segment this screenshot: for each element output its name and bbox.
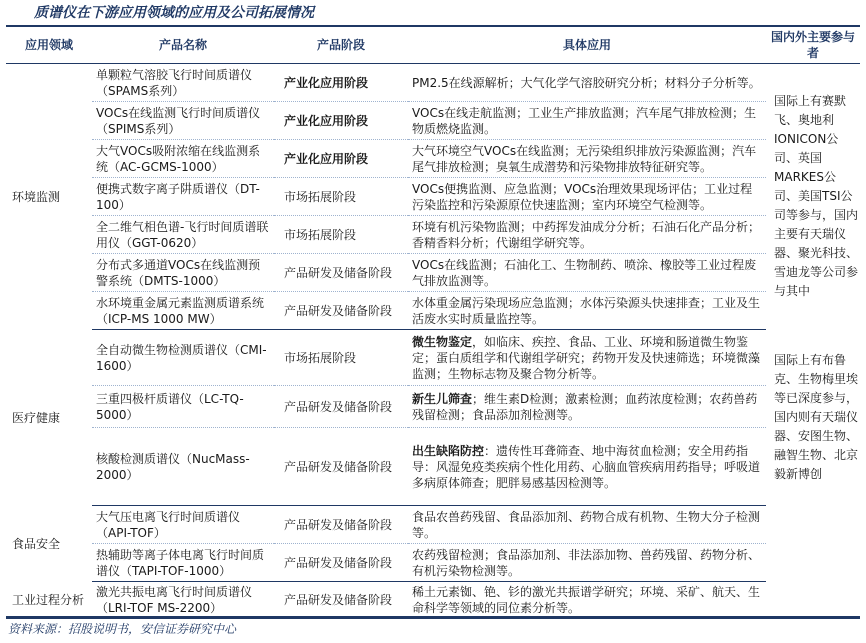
stage-cell: 产品研发及储备阶段 (274, 386, 408, 428)
application-table (6, 27, 860, 619)
source-note: 资料来源：招股说明书，安信证券研究中心 (8, 622, 237, 636)
application-text: PM2.5在线源解析；大气化学气溶胶研究分析；材料分子分析等。 (412, 75, 761, 90)
product-cell: 核酸检测质谱仪（NucMass-2000） (92, 428, 274, 506)
application-text: 农药残留检测；食品添加剂、非法添加物、兽药残留、药物分析、有机污染物检测等。 (412, 547, 761, 578)
header-product: 产品名称 (92, 27, 274, 64)
participants-cell: 国际上有赛默飞、奥地利IONICON公司、英国MARKES公司、美国TSI公司等参与，国内主要有天瑞仪器、聚光科技、雪迪龙等公司参与其中 (774, 94, 859, 299)
stage-cell: 产业化应用阶段 (274, 64, 408, 102)
domain-cell: 环境监测 (12, 189, 61, 204)
table-row (6, 64, 860, 102)
table-body (6, 64, 860, 619)
table-row (6, 330, 860, 386)
domain-cell: 食品安全 (12, 536, 61, 551)
application-cell (408, 178, 766, 216)
application-text: ，如临床、疾控、食品、工业、环境和肠道微生物鉴定；蛋白质组学和代谢组学研究；药物开发及快速筛选；环境微藻监测；生物标志物及聚合物分析等。 (412, 334, 761, 381)
application-lead: 新生儿筛查 (412, 391, 473, 406)
application-cell (408, 292, 766, 330)
participants-cell (766, 506, 860, 582)
application-cell (408, 216, 766, 254)
application-text: 大气环境空气VOCs在线监测；无污染组织排放污染源监测；汽车尾气排放检测；臭氧生成潜势和污染物排放特征研究等。 (412, 143, 757, 174)
product-cell: 分布式多通道VOCs在线监测预警系统（DMTS-1000） (92, 254, 274, 292)
application-text: 食品农兽药残留、食品添加剂、药物合成有机物、生物大分子检测等。 (412, 509, 761, 540)
application-lead: 微生物鉴定 (412, 334, 473, 349)
application-text: VOCs便携监测、应急监测；VOCs治理效果现场评估；工业过程污染监控和污染源原位快速监测；室内环境空气检测等。 (412, 181, 753, 212)
header-application: 具体应用 (408, 27, 766, 64)
header-participants: 国内外主要参与者 (766, 27, 860, 64)
application-text: 稀土元素铷、铯、钐的激光共振谱学研究；环境、采矿、航天、生命科学等领域的同位素分析等。 (412, 585, 761, 615)
application-lead: 出生缺陷防控 (412, 443, 485, 458)
application-text: 水体重金属污染现场应急监测；水体污染源头快速排查；工业及生活废水实时质量监控等。 (412, 295, 761, 326)
stage-cell: 产品研发及储备阶段 (274, 544, 408, 582)
table-row (6, 178, 860, 216)
stage-cell: 产品研发及储备阶段 (274, 506, 408, 544)
header-stage: 产品阶段 (274, 27, 408, 64)
participants-cell: 国际上有布鲁克、生物梅里埃等已深度参与，国内则有天瑞仪器、安图生物、融智生物、北京毅新博创 (774, 353, 859, 481)
table-row (6, 292, 860, 330)
table-row (6, 254, 860, 292)
application-cell (408, 140, 766, 178)
product-cell: 大气VOCs吸附浓缩在线监测系统（AC-GCMS-1000） (92, 140, 274, 178)
stage-cell: 产品研发及储备阶段 (274, 254, 408, 292)
header-domain: 应用领域 (6, 27, 92, 64)
domain-cell: 工业过程分析 (6, 582, 92, 619)
participants-cell (766, 582, 860, 619)
application-cell (408, 102, 766, 140)
stage-cell: 产品研发及储备阶段 (274, 428, 408, 506)
stage-cell: 产业化应用阶段 (274, 140, 408, 178)
product-cell: 热辅助等离子体电离飞行时间质谱仪（TAPI-TOF-1000） (92, 544, 274, 582)
application-cell (408, 254, 766, 292)
stage-cell: 市场拓展阶段 (274, 216, 408, 254)
application-cell (408, 582, 766, 619)
product-cell: 单颗粒气溶胶飞行时间质谱仪（SPAMS系列） (92, 64, 274, 102)
product-cell: 便携式数字离子阱质谱仪（DT-100） (92, 178, 274, 216)
header-row (6, 27, 860, 64)
bottom-rule (6, 616, 860, 618)
application-text: 环境有机污染物监测；中药挥发油成分分析；石油石化产品分析；香精香料分析；代谢组学研究等。 (412, 219, 761, 250)
table-row (6, 544, 860, 582)
product-cell: 三重四极杆质谱仪（LC-TQ-5000） (92, 386, 274, 428)
table-row (6, 140, 860, 178)
application-cell (408, 64, 766, 102)
stage-cell: 产业化应用阶段 (274, 102, 408, 140)
stage-cell: 产品研发及储备阶段 (274, 292, 408, 330)
product-cell: 全二维气相色谱-飞行时间质谱联用仪（GGT-0620） (92, 216, 274, 254)
application-text: VOCs在线监测；石油化工、生物制药、喷涂、橡胶等工业过程废气排放监测等。 (412, 257, 757, 288)
table-row (6, 216, 860, 254)
product-cell: 激光共振电离飞行时间质谱仪（LRI-TOF MS-2200） (92, 582, 274, 619)
table-row (6, 386, 860, 428)
table-row (6, 428, 860, 506)
product-cell: 全自动微生物检测质谱仪（CMI-1600） (92, 330, 274, 386)
application-text: ：遗传性耳聋筛查、地中海贫血检测；安全用药指导：风湿免疫类疾病个性化用药、心脑血管疾病用药指导；呼吸道多病原体筛查；肥胖易感基因检测等。 (412, 443, 761, 490)
product-cell: 水环境重金属元素监测质谱系统（ICP-MS 1000 MW） (92, 292, 274, 330)
table-row (6, 102, 860, 140)
application-cell (408, 330, 766, 386)
application-cell (408, 428, 766, 506)
stage-cell: 市场拓展阶段 (274, 330, 408, 386)
application-text: VOCs在线走航监测；工业生产排放监测；汽车尾气排放检测；生物质燃烧监测。 (412, 105, 757, 136)
application-text: ；维生素D检测；激素检测；血药浓度检测；农药兽药残留检测；食品添加剂检测等。 (412, 391, 758, 422)
table-title: 质谱仪在下游应用领域的应用及公司拓展情况 (34, 5, 314, 21)
application-cell (408, 506, 766, 544)
stage-cell: 市场拓展阶段 (274, 178, 408, 216)
application-cell (408, 386, 766, 428)
stage-cell: 产品研发及储备阶段 (274, 582, 408, 619)
table-row (6, 506, 860, 544)
application-cell (408, 544, 766, 582)
domain-cell: 医疗健康 (12, 410, 61, 425)
product-cell: 大气压电离飞行时间质谱仪（API-TOF） (92, 506, 274, 544)
product-cell: VOCs在线监测飞行时间质谱仪（SPIMS系列） (92, 102, 274, 140)
table-row (6, 582, 860, 619)
